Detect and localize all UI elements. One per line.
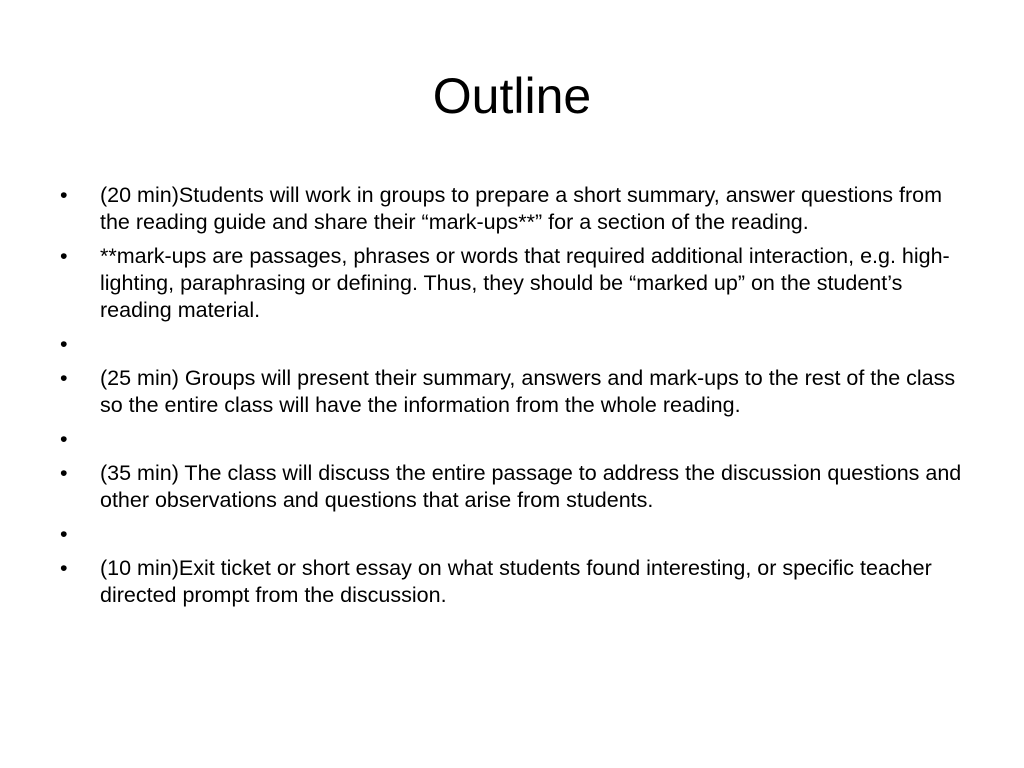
bullet-item (60, 555, 970, 609)
bullet-icon: • (60, 183, 68, 207)
bullet-icon: • (60, 427, 68, 451)
bullet-icon: • (60, 461, 68, 485)
bullet-item (60, 182, 970, 236)
bullet-item-empty (60, 426, 970, 453)
bullet-text: (35 min) The class will discuss the entire passage to address the discussion questions and other observations and questions that arise from students. (100, 461, 962, 512)
bullet-item (60, 365, 970, 419)
bullet-item-empty (60, 331, 970, 358)
bullet-item (60, 243, 970, 324)
bullet-item (60, 460, 970, 514)
bullet-text: (20 min)Students will work in groups to prepare a short summary, answer questions from the reading guide and share their “mark-ups**” for a section of the reading. (100, 183, 943, 234)
bullet-icon: • (60, 556, 68, 580)
bullet-list (60, 182, 970, 616)
bullet-text: (25 min) Groups will present their summary, answers and mark-ups to the rest of the class so the entire class will have the information from the whole reading. (100, 366, 956, 417)
slide-title: Outline (432, 68, 592, 124)
bullet-item-empty (60, 521, 970, 548)
bullet-text: (10 min)Exit ticket or short essay on what students found interesting, or specific teacher directed prompt from the discussion. (100, 556, 932, 607)
bullet-icon: • (60, 522, 68, 546)
bullet-icon: • (60, 332, 68, 356)
bullet-icon: • (60, 366, 68, 390)
bullet-text: **mark-ups are passages, phrases or words that required additional interaction, e.g. high-lighting, paraphrasing or defining. Thus, they should be “marked up” on the student’s reading material. (100, 244, 950, 322)
bullet-icon: • (60, 244, 68, 268)
